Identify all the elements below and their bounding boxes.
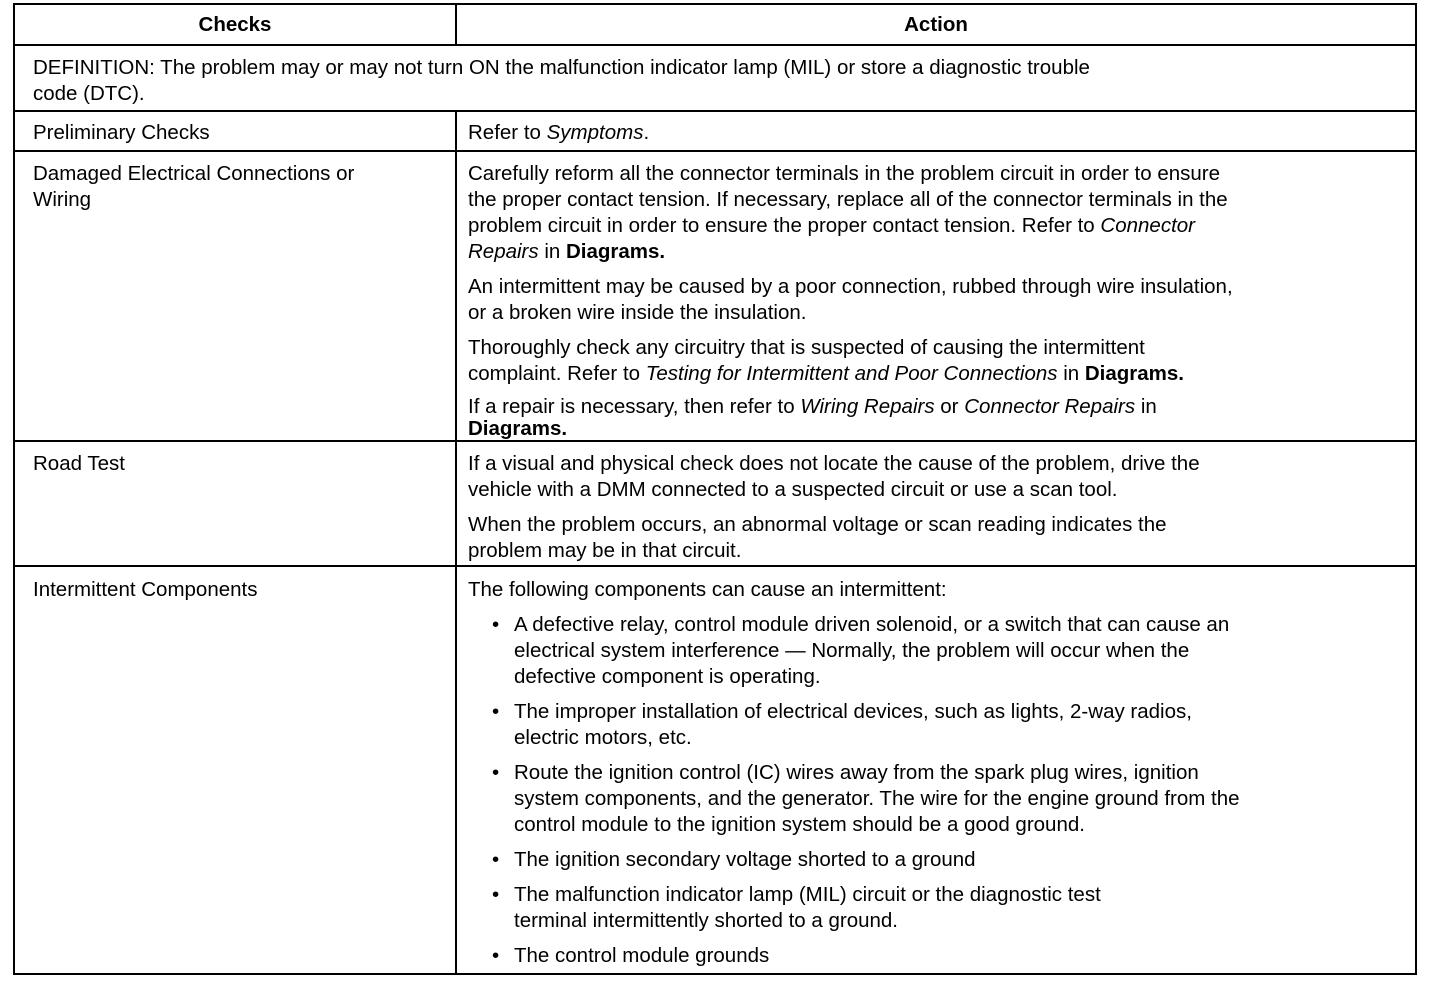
bullet-item: • The ignition secondary voltage shorted to a ground (492, 848, 976, 871)
action-road-test: If a visual and physical check does not locate the cause of the problem, drive the vehicle with a DMM connected to a suspected circuit or use a scan tool. When the problem occurs, an abnormal voltage or scan reading indicates the problem may be in that circuit. (468, 452, 1200, 562)
check-intermittent-components: Intermittent Components (33, 578, 258, 601)
bullet-item: • A defective relay, control module driven solenoid, or a switch that can cause an electrical system interference — Normally, the problem will occur when the defective component is operating. (492, 613, 1230, 688)
check-damaged-connections: Damaged Electrical Connections or Wiring (33, 162, 355, 211)
bullet-item: • The control module grounds (492, 944, 770, 967)
diagnostic-table (13, 3, 1417, 975)
action-damaged-connections: Carefully reform all the connector terminals in the problem circuit in order to ensure the proper contact tension. If necessary, replace all of the connector terminals in the problem circuit in order to ensure the proper contact tension. Refer to Connector Repairs in Diagrams. An intermittent may be caused by a poor connection, rubbed through wire insulation, or a broken wire inside the insulation. Thoroughly check any circuitry that is suspected of causing the intermittent complaint. Refer to Testing for Intermittent and Poor Connections in Diagrams. If a repair is necessary, then refer to Wiring Repairs or Connector Repairs in Diagrams. (468, 162, 1233, 440)
row-divider (15, 44, 1415, 46)
action-preliminary: Refer to Symptoms. (468, 121, 650, 144)
header-action: Action (904, 13, 968, 36)
bullet-item: • Route the ignition control (IC) wires away from the spark plug wires, ignition system components, and the generator. The wire for the engine ground from the control module to the ignition system should be a good ground. (492, 761, 1240, 836)
row-divider (15, 150, 1415, 152)
bullet-item: • The malfunction indicator lamp (MIL) circuit or the diagnostic test terminal intermittently shorted to a ground. (492, 883, 1101, 932)
bullet-item: • The improper installation of electrical devices, such as lights, 2-way radios, electric motors, etc. (492, 700, 1192, 749)
check-road-test: Road Test (33, 452, 125, 475)
action-intermittent-components: The following components can cause an intermittent: • A defective relay, control module driven solenoid, or a switch that can cause an electrical system interference — Normally, the problem will occur when the defective component is operating. • The improper installation of electrical devices, such as lights, 2-way radios, electric motors, etc. • Route the ignition control (IC) wires away from the spark plug wires, ignition system components, and the generator. The wire for the engine ground from the control module to the ignition system should be a good ground. • The ignition secondary voltage shorted to a ground • The malfunction indicator lamp (MIL) circuit or the diagnostic test terminal intermittently shorted to a ground. • The control module grounds (468, 578, 1240, 967)
column-divider (455, 110, 457, 973)
header-checks: Checks (198, 13, 272, 36)
link-symptoms: Symptoms (546, 121, 644, 144)
check-preliminary: Preliminary Checks (33, 121, 210, 144)
row-divider (15, 110, 1415, 112)
definition-text: DEFINITION: The problem may or may not turn ON the malfunction indicator lamp (MIL) or store a diagnostic trouble code (DTC). (33, 56, 1090, 105)
